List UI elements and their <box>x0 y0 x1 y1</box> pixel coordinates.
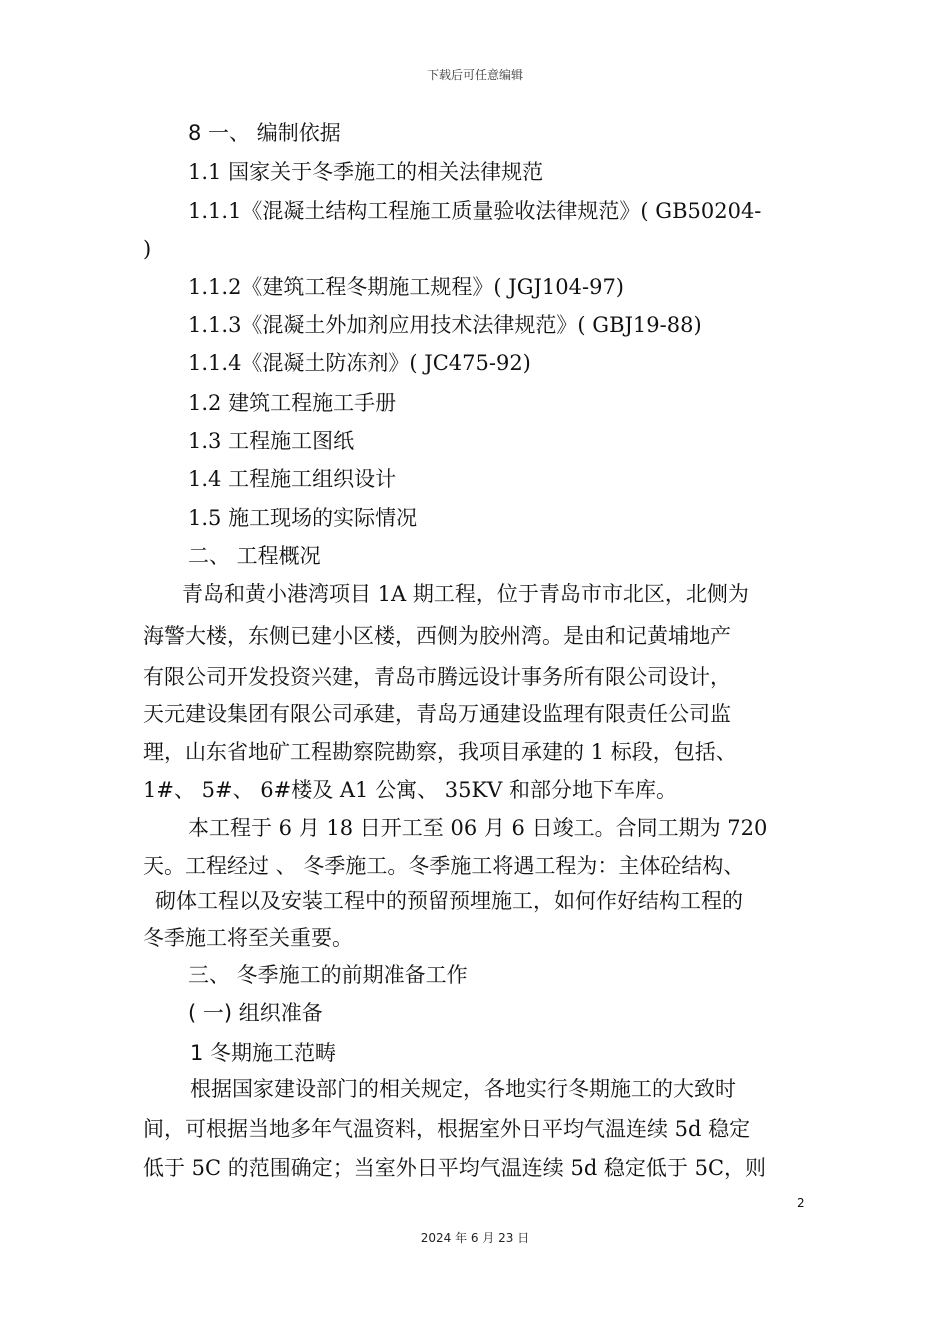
subsection-heading: 1 冬期施工范畴 <box>190 1041 337 1065</box>
text-line: 理，山东省地矿工程勘察院勘察，我项目承建的 1 标段，包括、 <box>143 740 737 764</box>
text-line: 海警大楼，东侧已建小区楼，西侧为胶州湾。是由和记黄埔地产 <box>143 624 731 648</box>
text-line: 1.1.4《混凝土防冻剂》( JC475-92) <box>188 351 531 375</box>
text-line: 1.1 国家关于冬季施工的相关法律规范 <box>188 160 544 184</box>
text-line: 1.1.2《建筑工程冬期施工规程》( JGJ104-97) <box>188 275 625 299</box>
text-line: 冬季施工将至关重要。 <box>143 926 353 950</box>
text-line: 1.4 工程施工组织设计 <box>188 467 397 491</box>
section-heading-2: 二、 工程概况 <box>188 544 321 568</box>
text-line: 青岛和黄小港湾项目 1A 期工程，位于青岛市市北区，北侧为 <box>182 582 749 606</box>
section-heading-3: 三、 冬季施工的前期准备工作 <box>188 963 468 987</box>
subsection-heading: ( 一) 组织准备 <box>188 1001 323 1025</box>
text-line: 1.1.3《混凝土外加剂应用技术法律规范》( GBJ19-88) <box>188 313 702 337</box>
text-line: 1.1.1《混凝土结构工程施工质量验收法律规范》( GB50204- <box>188 199 762 223</box>
page-header: 下载后可任意编辑 <box>426 68 523 82</box>
text-line: 1.2 建筑工程施工手册 <box>188 391 397 415</box>
text-line: 间，可根据当地多年气温资料，根据室外日平均气温连续 5d 稳定 <box>143 1117 751 1141</box>
text-line: 天。工程经过 、 冬季施工。冬季施工将遇工程为：主体砼结构、 <box>143 854 745 878</box>
text-line: ) <box>143 237 152 261</box>
text-line: 天元建设集团有限公司承建，青岛万通建设监理有限责任公司监 <box>143 702 731 726</box>
text-line: 1#、 5#、 6#楼及 A1 公寓、 35KV 和部分地下车库。 <box>143 778 678 802</box>
page-number: 2 <box>797 1196 805 1210</box>
text-line: 砌体工程以及安装工程中的预留预埋施工，如何作好结构工程的 <box>155 889 743 913</box>
page-footer-date: 2024 年 6 月 23 日 <box>420 1231 530 1245</box>
section-heading-1: 8 一、 编制依据 <box>188 121 341 145</box>
text-line: 低于 5C 的范围确定；当室外日平均气温连续 5d 稳定低于 5C，则 <box>143 1156 767 1180</box>
text-line: 本工程于 6 月 18 日开工至 06 月 6 日竣工。合同工期为 720 <box>188 816 768 840</box>
text-line: 根据国家建设部门的相关规定，各地实行冬期施工的大致时 <box>190 1077 736 1101</box>
text-line: 1.3 工程施工图纸 <box>188 429 355 453</box>
text-line: 1.5 施工现场的实际情况 <box>188 506 418 530</box>
text-line: 有限公司开发投资兴建，青岛市腾远设计事务所有限公司设计， <box>143 665 731 689</box>
